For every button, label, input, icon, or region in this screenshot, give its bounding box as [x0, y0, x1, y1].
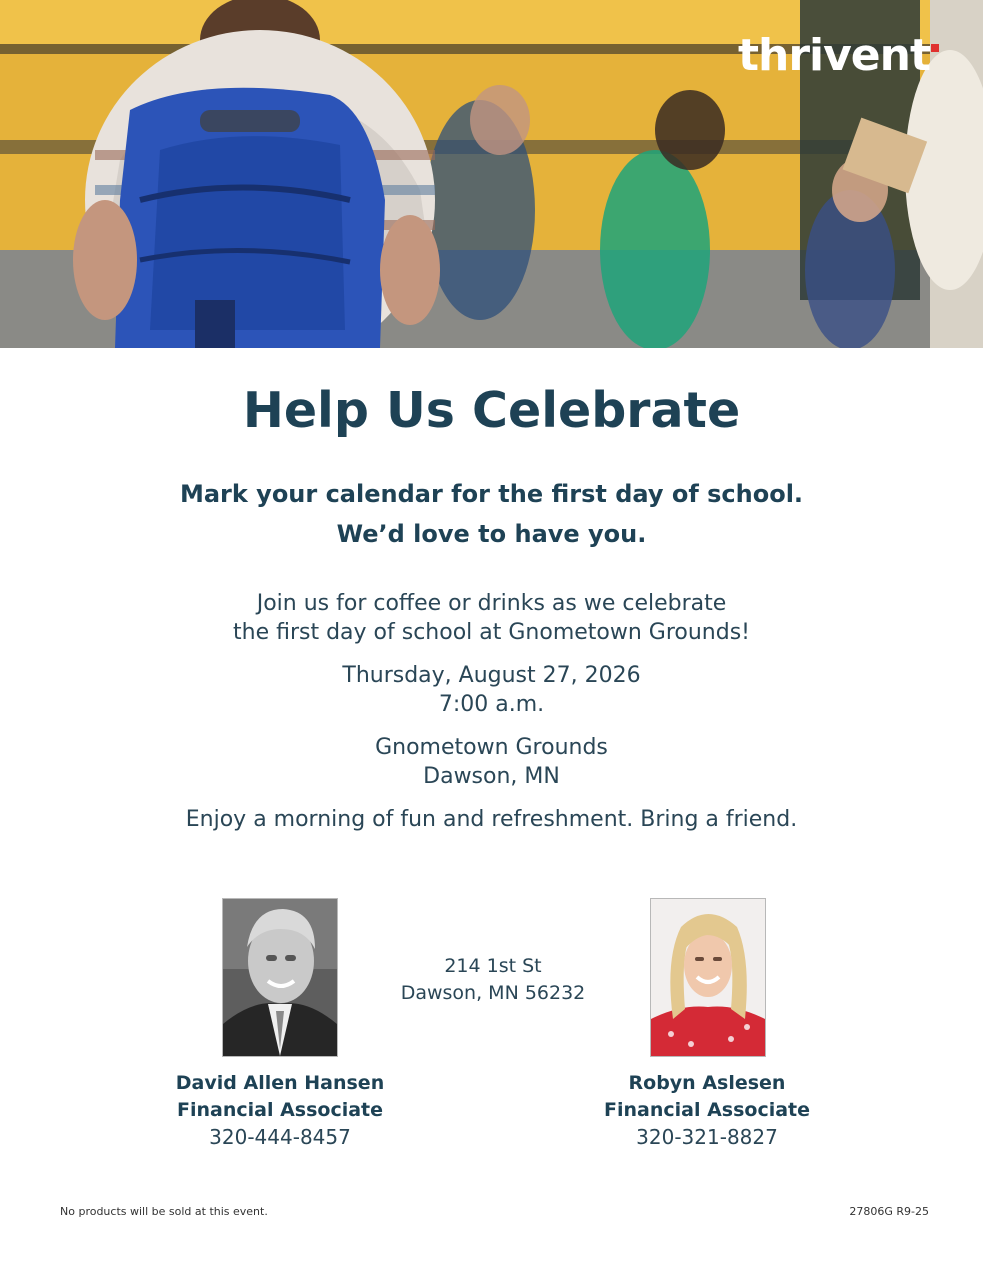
event-time: 7:00 a.m. — [438, 692, 545, 717]
footer-disclaimer: No products will be sold at this event. — [60, 1205, 268, 1218]
subheadline-line-2: We’d love to have you. — [336, 520, 647, 548]
logo-mark-icon — [931, 44, 939, 52]
event-venue: Gnometown Grounds — [375, 735, 608, 760]
intro-line-2: the first day of school at Gnometown Grounds! — [233, 620, 750, 645]
hero-image — [0, 0, 983, 348]
host-photo-robyn — [650, 898, 766, 1057]
host-title: Financial Associate — [603, 1099, 811, 1121]
footer-code: 27806G R9-25 — [849, 1205, 929, 1218]
address-city: Dawson, MN 56232 — [400, 982, 586, 1004]
thrivent-logo: thrivent — [738, 30, 939, 81]
subheadline-line-1: Mark your calendar for the first day of school. — [179, 480, 804, 508]
event-address — [340, 953, 646, 1007]
host-card-robyn — [557, 1070, 857, 1151]
host-card-david — [130, 1070, 430, 1151]
address-street: 214 1st St — [444, 955, 542, 977]
host-phone[interactable]: 320-321-8827 — [636, 1125, 778, 1149]
portrait-color — [651, 899, 765, 1056]
host-phone[interactable]: 320-444-8457 — [209, 1125, 351, 1149]
page-title: Help Us Celebrate — [242, 382, 741, 439]
event-city: Dawson, MN — [423, 764, 560, 789]
host-name: David Allen Hansen — [175, 1072, 385, 1094]
host-name: Robyn Aslesen — [628, 1072, 786, 1094]
event-date: Thursday, August 27, 2026 — [342, 663, 641, 688]
host-photo-david — [222, 898, 338, 1057]
host-title: Financial Associate — [176, 1099, 384, 1121]
intro-line-1: Join us for coffee or drinks as we celebrate — [256, 591, 727, 616]
portrait-grayscale — [223, 899, 337, 1056]
closing-text: Enjoy a morning of fun and refreshment. Bring a friend. — [185, 807, 798, 832]
